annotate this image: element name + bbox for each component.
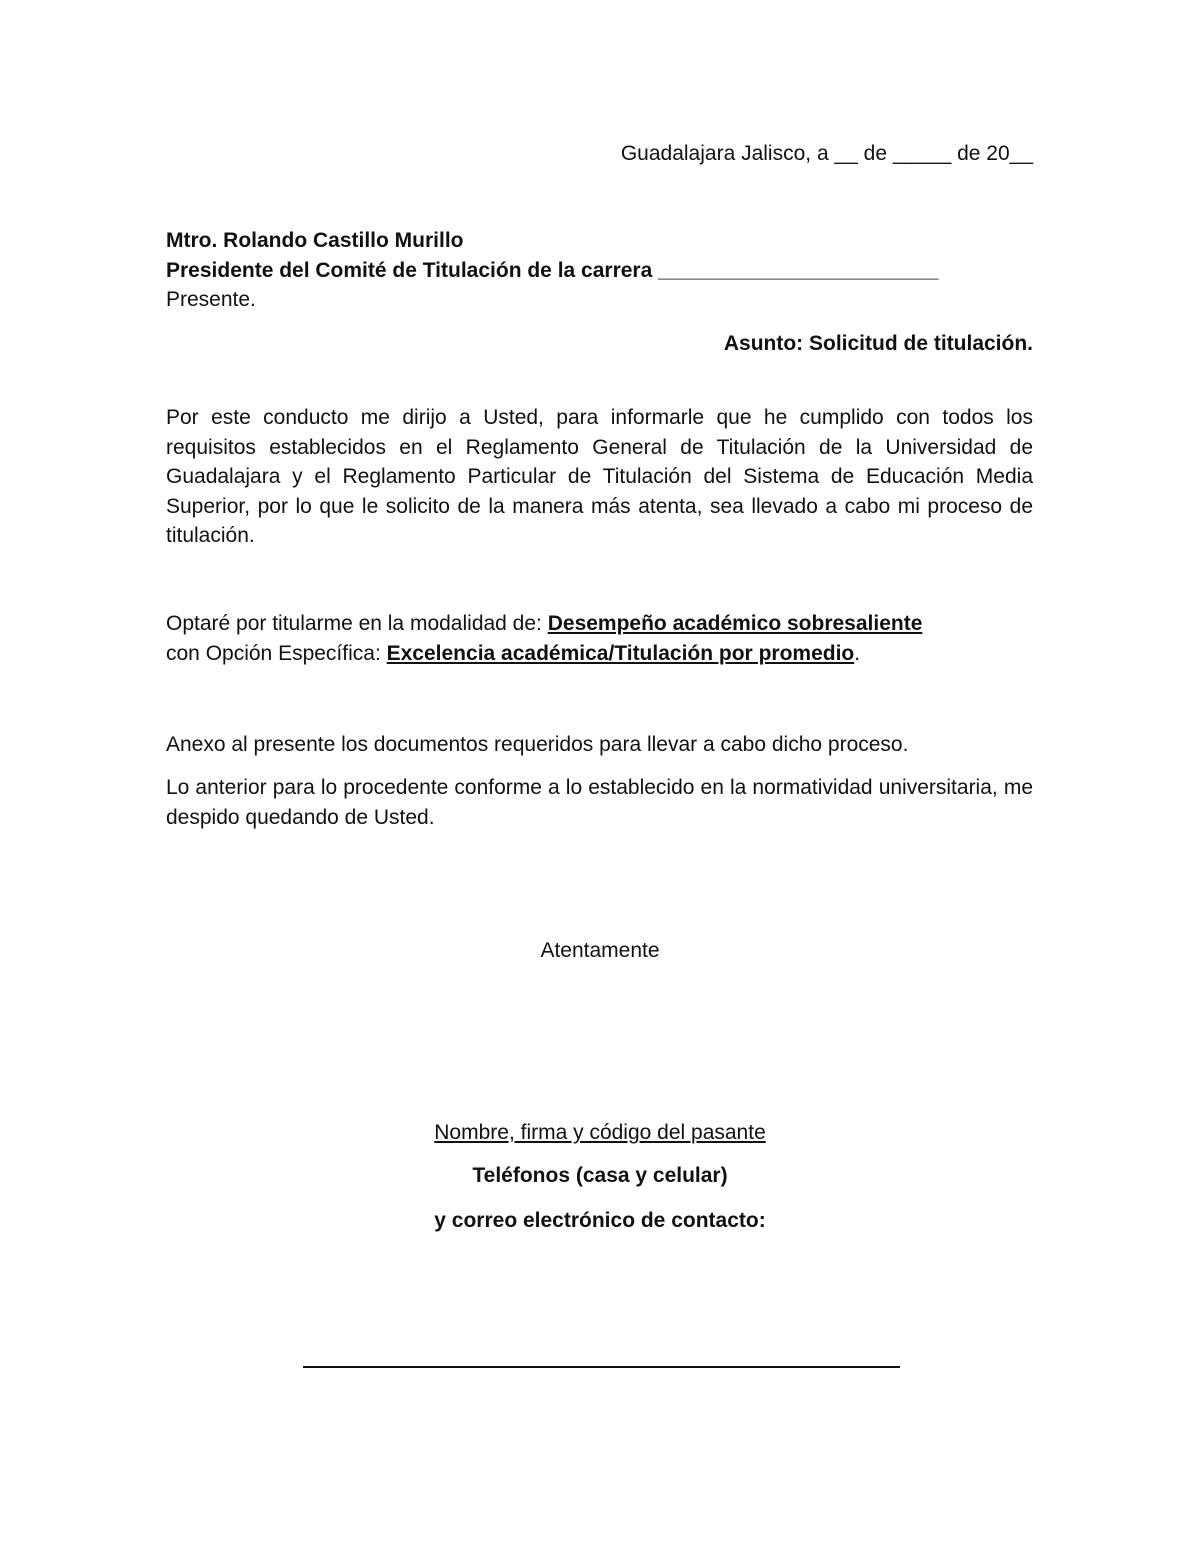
option-value: Excelencia académica/Titulación por promedio <box>386 642 855 665</box>
annex-line: Anexo al presente los documentos requeridos para llevar a cabo dicho proceso. <box>166 733 909 756</box>
option-prefix: con Opción Específica: <box>166 642 387 665</box>
signature-label-text: Nombre, firma y código del pasante <box>434 1121 766 1144</box>
option-line <box>166 639 1033 669</box>
option-suffix: . <box>854 642 861 665</box>
date-line: Guadalajara Jalisco, a __ de _____ de 20__ <box>620 142 1033 165</box>
contact-line <box>303 1366 900 1368</box>
modality-value: Desempeño académico sobresaliente <box>547 612 923 635</box>
atentamente: Atentamente <box>540 939 660 962</box>
closing-paragraph: Lo anterior para lo procedente conforme a lo establecido en la normatividad universitaria, me despido quedando de Usted. <box>166 776 1033 829</box>
phones-label: Teléfonos (casa y celular) <box>472 1164 728 1187</box>
body-paragraph: Por este conducto me dirijo a Usted, para informarle que he cumplido con todos los requisitos establecidos en el Reglamento General de Titulación de la Universidad de Guadalajara y el Reglamento Particular de Titulación del Sistema de Educación Media Superior, por lo que le solicito de la manera más atenta, sea llevado a cabo mi proceso de titulación. <box>166 406 1033 547</box>
modality-line <box>166 609 1033 639</box>
presente-line: Presente. <box>166 288 256 311</box>
subject-line: Asunto: Solicitud de titulación. <box>723 332 1033 355</box>
modality-prefix: Optaré por titularme en la modalidad de: <box>166 612 548 635</box>
email-label: y correo electrónico de contacto: <box>434 1209 766 1232</box>
recipient-name: Mtro. Rolando Castillo Murillo <box>166 229 464 252</box>
signature-label <box>0 1118 1200 1148</box>
recipient-title: Presidente del Comité de Titulación de la carrera ________________________ <box>166 259 939 282</box>
